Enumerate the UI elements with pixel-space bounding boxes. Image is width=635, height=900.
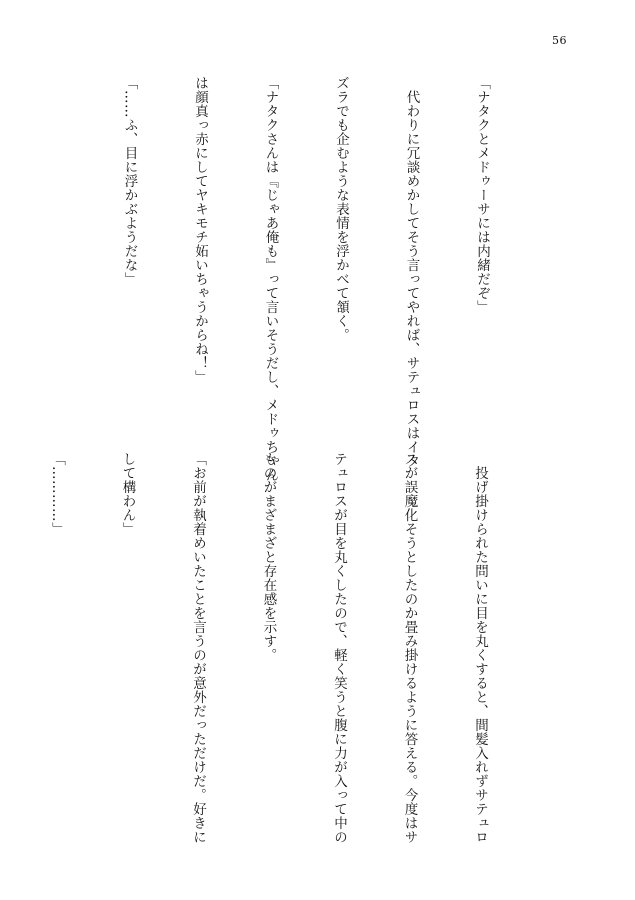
text-line: スが誤魔化そうとしたのか畳み掛けるように答える。今度はサ (401, 452, 418, 844)
text-line: 「……ふ、目に浮かぶようだな」 (121, 76, 138, 286)
upper-text-block (120, 76, 540, 482)
page-number: 56 (552, 34, 567, 47)
text-line: 代わりに冗談めかしてそう言ってやれば、サテュロスはイタ (403, 76, 420, 468)
lower-text-block (49, 452, 538, 844)
text-line: テュロスが目を丸くしたので、軽く笑うと腹に力が入って中の (331, 452, 347, 844)
text-line: 投げ掛けられた問いに目を丸くすると、間髪入れずサテュロ (472, 452, 488, 844)
text-line: 「お前が執着めいたことを言うのが意外だっただけだ。好きに (190, 452, 206, 844)
text-line: 「ナタクとメドゥーサには内緒だぞ」 (474, 76, 490, 314)
text-line: して構わん」 (119, 452, 136, 536)
text-line (0, 76, 1, 446)
text-line: ものがまざまざと存在感を示す。 (260, 452, 277, 662)
text-line: 「ナタクさんは『じゃあ俺も』って言いそうだし、メドゥちゃん (262, 76, 279, 482)
text-line: は顔真っ赤にしてヤキモチ妬いちゃうからね！」 (192, 76, 208, 384)
text-line: 「…………」 (49, 452, 65, 536)
text-line: ズラでも企むような表情を浮かべて頷く。 (333, 76, 349, 342)
